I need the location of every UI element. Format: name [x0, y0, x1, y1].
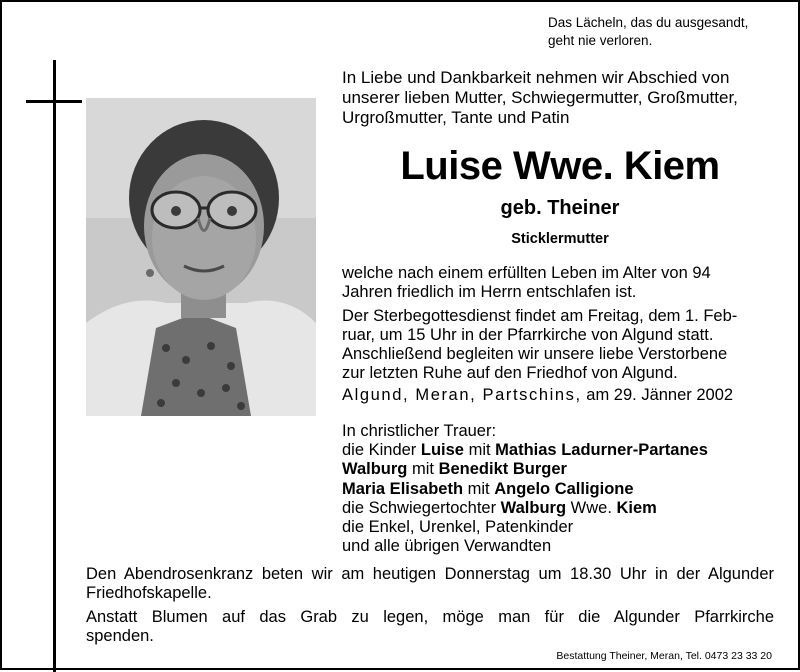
intro-line: Urgroßmutter, Tante und Patin: [342, 108, 570, 127]
mourner-name: Walburg: [342, 460, 408, 479]
mourner-line: und alle übrigen Verwandten: [342, 537, 552, 556]
text-line: Jahren friedlich im Herrn entschlafen ist.: [342, 283, 637, 301]
life-paragraph: [342, 264, 772, 302]
deceased-name: Luise Wwe. Kiem: [400, 144, 720, 188]
text-line: Anstatt Blumen auf das Grab zu legen, möge man für die Algunder Pfarrkirche: [86, 608, 774, 626]
rosary-paragraph: [86, 565, 774, 603]
date: am 29. Jänner 2002: [586, 386, 734, 404]
portrait-photo-image: [86, 98, 316, 416]
service-paragraph: [342, 307, 772, 383]
mourner-name: Walburg: [500, 498, 567, 517]
text-line: Der Sterbegottesdienst findet am Freitag, dem 1. Feb-: [342, 307, 738, 325]
birth-name: geb. Theiner: [500, 197, 620, 219]
mourner-text: mit: [463, 479, 495, 498]
mourner-name: Benedikt Burger: [438, 460, 567, 479]
text-line: Friedhofskapelle.: [86, 584, 212, 602]
intro-line: In Liebe und Dankbarkeit nehmen wir Abschied von: [342, 68, 730, 87]
motto-line: Das Lächeln, das du ausgesandt,: [548, 15, 749, 30]
mourner-text: mit: [407, 460, 439, 479]
mourner-name: Mathias Ladurner-Partanes: [495, 441, 708, 460]
intro-line: unserer lieben Mutter, Schwiegermutter, Großmutter,: [342, 88, 738, 107]
mourner-text: die Schwiegertochter: [342, 498, 501, 517]
mourner-line: [342, 441, 782, 460]
undertaker-credit: Bestattung Theiner, Meran, Tel. 0473 23 33 20: [556, 650, 772, 662]
intro-text: [342, 68, 782, 128]
text-line: Den Abendrosenkranz beten wir am heutigen Donnerstag um 18.30 Uhr in der Algunder: [86, 565, 774, 583]
motto-quote: [548, 14, 788, 50]
mourners-list: [342, 422, 782, 556]
place-date-line: [342, 386, 772, 405]
donation-paragraph: [86, 608, 774, 646]
mourner-line: die Enkel, Urenkel, Patenkinder: [342, 518, 574, 537]
cross-icon-bar: [26, 100, 82, 103]
mourner-text: die Kinder: [342, 441, 421, 460]
cross-icon: [53, 60, 56, 672]
mourner-text: Wwe.: [566, 498, 617, 517]
mourner-line: [342, 480, 782, 499]
text-line: ruar, um 15 Uhr in der Pfarrkirche von Algund statt.: [342, 326, 714, 344]
places: Algund, Meran, Partschins,: [342, 386, 582, 404]
mourner-name: Angelo Calligione: [494, 479, 634, 498]
mourner-line: [342, 499, 782, 518]
text-line: welche nach einem erfüllten Leben im Alter von 94: [342, 264, 711, 282]
mourners-heading: In christlicher Trauer:: [342, 422, 497, 440]
text-line: spenden.: [86, 627, 154, 645]
mourner-name: Luise: [420, 441, 464, 460]
mourner-text: mit: [464, 441, 496, 460]
mourner-line: [342, 460, 782, 479]
motto-line: geht nie verloren.: [548, 33, 653, 48]
deceased-title: Sticklermutter: [511, 231, 609, 247]
mourner-name: Maria Elisabeth: [342, 479, 464, 498]
portrait-photo: [86, 98, 316, 416]
text-line: zur letzten Ruhe auf den Friedhof von Algund.: [342, 364, 678, 382]
text-line: Anschließend begleiten wir unsere liebe Verstorbene: [342, 345, 728, 363]
mourner-name: Kiem: [616, 498, 657, 517]
